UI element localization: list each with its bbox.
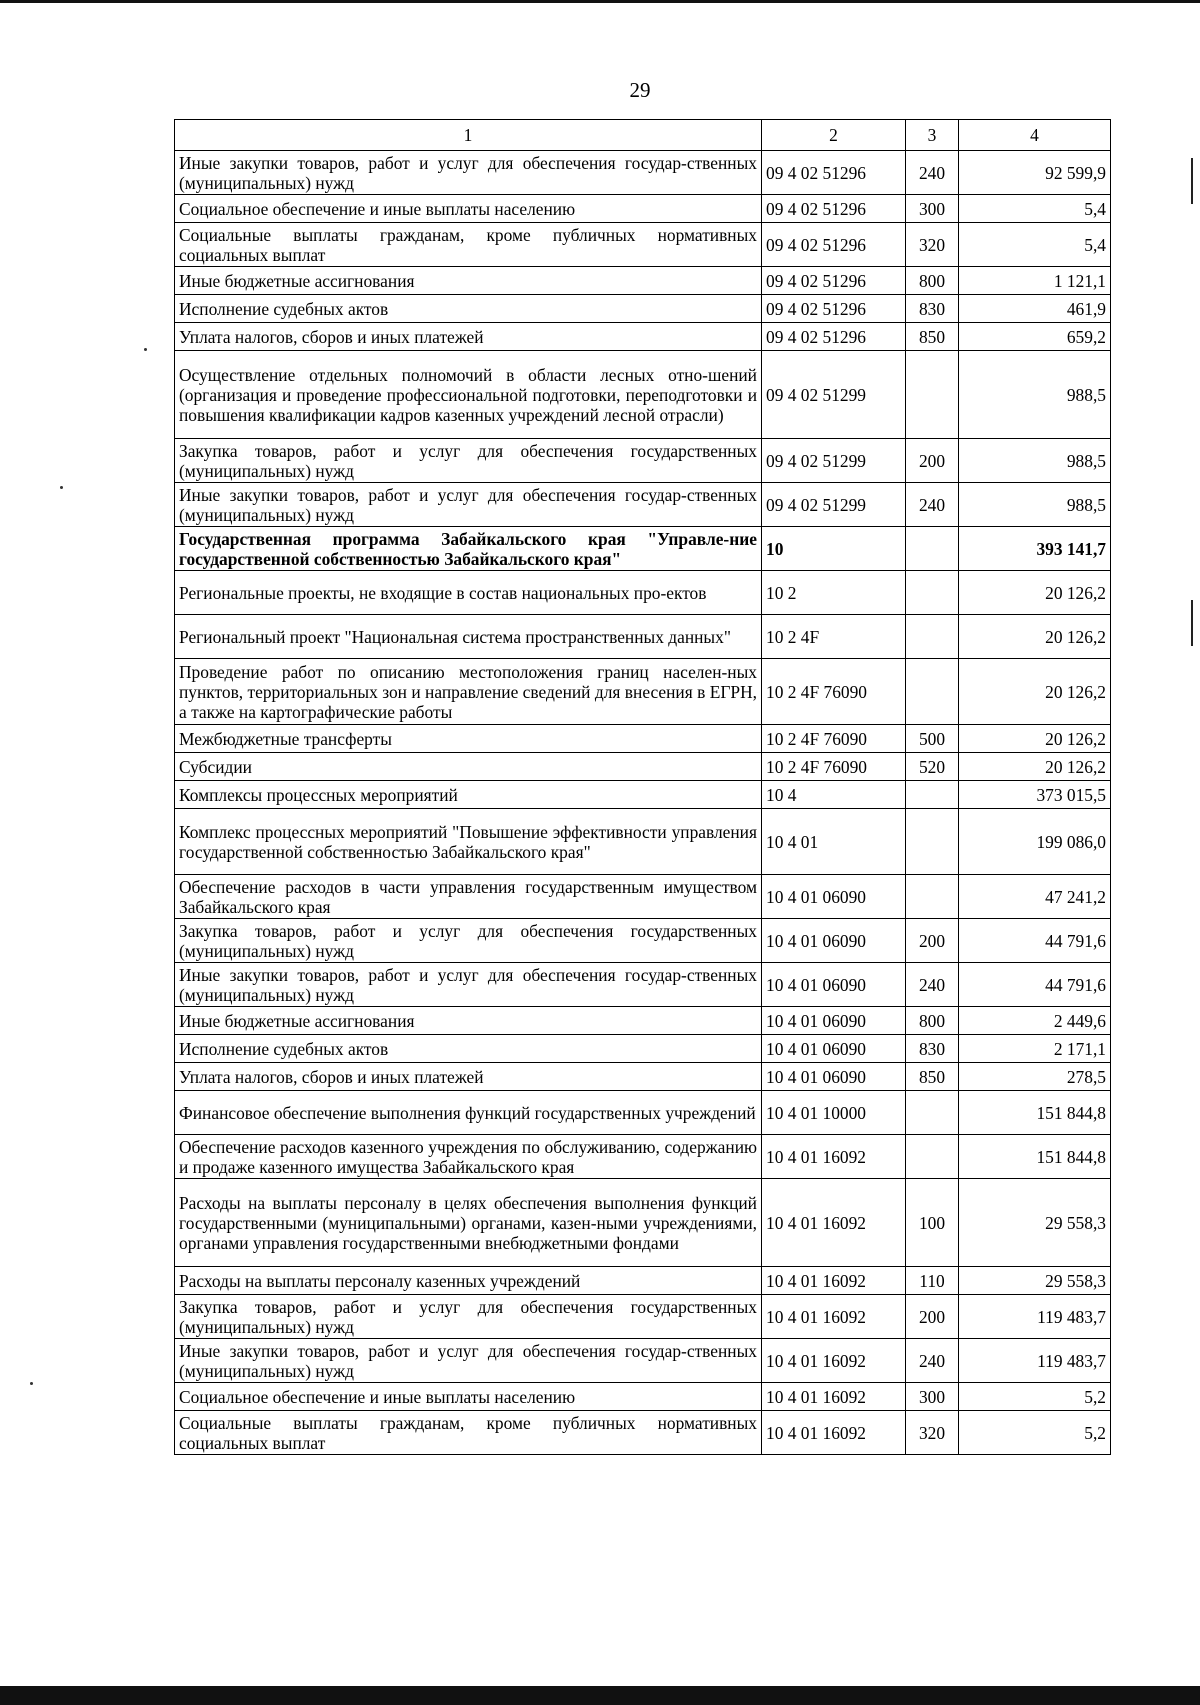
row-sum-cell: 988,5 [959,351,1111,439]
budget-table [174,119,1111,1455]
table-row [175,1091,1111,1135]
scan-speck [30,1382,33,1385]
row-code-cell: 10 4 01 16092 [762,1135,906,1179]
row-type-cell [906,351,959,439]
row-sum-cell: 20 126,2 [959,725,1111,753]
row-sum-cell: 278,5 [959,1063,1111,1091]
row-name-cell: Расходы на выплаты персоналу в целях обеспечения выполнения функций государственными (муниципальными) органами, казен-ными учреждениями, органами управления государственными внебюджетными фондами [175,1179,762,1267]
row-name-cell: Исполнение судебных актов [175,295,762,323]
row-code-cell: 09 4 02 51296 [762,267,906,295]
row-sum-cell: 5,2 [959,1383,1111,1411]
column-header-code: 2 [762,120,906,151]
row-sum-cell: 20 126,2 [959,753,1111,781]
table-row [175,809,1111,875]
row-sum-cell: 29 558,3 [959,1267,1111,1295]
row-code-cell: 10 4 01 16092 [762,1411,906,1455]
row-name-cell: Иные закупки товаров, работ и услуг для обеспечения государ-ственных (муниципальных) нужд [175,483,762,527]
table-row [175,615,1111,659]
table-row [175,875,1111,919]
table-row [175,1035,1111,1063]
row-type-cell: 200 [906,919,959,963]
row-sum-cell: 44 791,6 [959,919,1111,963]
row-name-cell: Иные бюджетные ассигнования [175,267,762,295]
row-code-cell: 10 4 01 16092 [762,1339,906,1383]
row-type-cell [906,1135,959,1179]
row-code-cell: 10 4 01 06090 [762,1035,906,1063]
row-code-cell: 10 2 [762,571,906,615]
row-name-cell: Обеспечение расходов казенного учреждения по обслуживанию, содержанию и продаже казенного имущества Забайкальского края [175,1135,762,1179]
scan-margin-mark [1191,158,1193,204]
row-name-cell: Уплата налогов, сборов и иных платежей [175,1063,762,1091]
row-name-cell: Социальное обеспечение и иные выплаты населению [175,195,762,223]
table-row [175,223,1111,267]
row-sum-cell: 20 126,2 [959,659,1111,725]
row-type-cell [906,781,959,809]
scan-top-edge [0,0,1200,3]
row-type-cell: 240 [906,963,959,1007]
row-code-cell: 09 4 02 51296 [762,295,906,323]
row-code-cell: 10 4 01 [762,809,906,875]
row-name-cell: Иные закупки товаров, работ и услуг для обеспечения государ-ственных (муниципальных) нужд [175,1339,762,1383]
row-name-cell: Иные закупки товаров, работ и услуг для обеспечения государ-ственных (муниципальных) нужд [175,963,762,1007]
row-code-cell: 10 2 4F 76090 [762,753,906,781]
scan-margin-mark [1191,600,1193,646]
row-sum-cell: 151 844,8 [959,1135,1111,1179]
table-row [175,483,1111,527]
row-name-cell: Субсидии [175,753,762,781]
row-type-cell [906,571,959,615]
row-sum-cell: 988,5 [959,439,1111,483]
row-sum-cell: 461,9 [959,295,1111,323]
row-type-cell: 200 [906,1295,959,1339]
row-sum-cell: 2 171,1 [959,1035,1111,1063]
row-sum-cell: 5,4 [959,195,1111,223]
row-name-cell: Комплекс процессных мероприятий "Повышение эффективности управления государственной собственностью Забайкальского края" [175,809,762,875]
row-name-cell: Социальные выплаты гражданам, кроме публичных нормативных социальных выплат [175,223,762,267]
row-sum-cell: 1 121,1 [959,267,1111,295]
row-code-cell: 10 [762,527,906,571]
row-type-cell: 100 [906,1179,959,1267]
table-row [175,351,1111,439]
row-name-cell: Осуществление отдельных полномочий в области лесных отно-шений (организация и проведение профессиональной подготовки, переподготовки и повышения квалификации кадров казенных учреждений лесной отрасли) [175,351,762,439]
row-sum-cell: 5,2 [959,1411,1111,1455]
row-sum-cell: 151 844,8 [959,1091,1111,1135]
table-row [175,963,1111,1007]
row-sum-cell: 373 015,5 [959,781,1111,809]
row-code-cell: 10 4 01 16092 [762,1267,906,1295]
row-sum-cell: 988,5 [959,483,1111,527]
row-sum-cell: 119 483,7 [959,1339,1111,1383]
table-row [175,439,1111,483]
row-code-cell: 10 4 01 16092 [762,1295,906,1339]
row-name-cell: Закупка товаров, работ и услуг для обеспечения государственных (муниципальных) нужд [175,919,762,963]
row-sum-cell: 199 086,0 [959,809,1111,875]
row-code-cell: 09 4 02 51296 [762,151,906,195]
row-name-cell: Финансовое обеспечение выполнения функций государственных учреждений [175,1091,762,1135]
row-code-cell: 10 4 01 06090 [762,963,906,1007]
table-row [175,1007,1111,1035]
table-row [175,1383,1111,1411]
row-type-cell: 240 [906,483,959,527]
scan-speck [144,348,147,351]
row-sum-cell: 5,4 [959,223,1111,267]
row-type-cell [906,1091,959,1135]
row-name-cell: Региональные проекты, не входящие в состав национальных про-ектов [175,571,762,615]
row-sum-cell: 47 241,2 [959,875,1111,919]
table-row [175,195,1111,223]
row-type-cell: 850 [906,323,959,351]
row-type-cell [906,527,959,571]
row-sum-cell: 119 483,7 [959,1295,1111,1339]
row-name-cell: Расходы на выплаты персоналу казенных учреждений [175,1267,762,1295]
table-row [175,527,1111,571]
row-type-cell: 520 [906,753,959,781]
row-name-cell: Закупка товаров, работ и услуг для обеспечения государственных (муниципальных) нужд [175,1295,762,1339]
page-number: 29 [629,78,651,102]
row-sum-cell: 29 558,3 [959,1179,1111,1267]
row-type-cell: 800 [906,1007,959,1035]
row-name-cell: Исполнение судебных актов [175,1035,762,1063]
row-type-cell: 110 [906,1267,959,1295]
row-type-cell: 850 [906,1063,959,1091]
table-row [175,1063,1111,1091]
row-name-cell: Иные закупки товаров, работ и услуг для обеспечения государ-ственных (муниципальных) нужд [175,151,762,195]
row-type-cell: 830 [906,1035,959,1063]
row-code-cell: 09 4 02 51299 [762,351,906,439]
row-code-cell: 10 4 01 16092 [762,1383,906,1411]
row-name-cell: Социальное обеспечение и иные выплаты населению [175,1383,762,1411]
column-header-sum: 4 [959,120,1111,151]
table-header-row [175,120,1111,151]
row-name-cell: Межбюджетные трансферты [175,725,762,753]
table-row [175,1411,1111,1455]
scan-bottom-edge [0,1686,1200,1705]
row-code-cell: 10 4 01 06090 [762,1063,906,1091]
row-code-cell: 10 4 01 16092 [762,1179,906,1267]
row-code-cell: 10 2 4F 76090 [762,659,906,725]
table-row [175,1135,1111,1179]
table-row [175,267,1111,295]
table-row [175,571,1111,615]
row-type-cell: 300 [906,1383,959,1411]
table-row [175,1339,1111,1383]
row-code-cell: 10 4 01 10000 [762,1091,906,1135]
row-code-cell: 10 4 01 06090 [762,919,906,963]
row-code-cell: 10 4 [762,781,906,809]
row-type-cell: 240 [906,151,959,195]
table-row [175,659,1111,725]
row-name-cell: Государственная программа Забайкальского края "Управле-ние государственной собственностью Забайкальского края" [175,527,762,571]
row-code-cell: 10 4 01 06090 [762,1007,906,1035]
table-row [175,1267,1111,1295]
column-header-name: 1 [175,120,762,151]
row-sum-cell: 2 449,6 [959,1007,1111,1035]
row-name-cell: Проведение работ по описанию местоположения границ населен-ных пунктов, территориальных зон и направление сведений для внесения в ЕГРН, а также на картографические работы [175,659,762,725]
row-type-cell [906,615,959,659]
row-name-cell: Социальные выплаты гражданам, кроме публичных нормативных социальных выплат [175,1411,762,1455]
row-sum-cell: 92 599,9 [959,151,1111,195]
table-row [175,781,1111,809]
row-sum-cell: 393 141,7 [959,527,1111,571]
row-name-cell: Обеспечение расходов в части управления государственным имуществом Забайкальского края [175,875,762,919]
row-type-cell: 830 [906,295,959,323]
row-sum-cell: 20 126,2 [959,571,1111,615]
row-code-cell: 09 4 02 51296 [762,195,906,223]
row-type-cell [906,659,959,725]
row-name-cell: Закупка товаров, работ и услуг для обеспечения государственных (муниципальных) нужд [175,439,762,483]
row-type-cell: 200 [906,439,959,483]
row-code-cell: 09 4 02 51299 [762,483,906,527]
row-name-cell: Уплата налогов, сборов и иных платежей [175,323,762,351]
table-row [175,323,1111,351]
row-code-cell: 09 4 02 51296 [762,323,906,351]
row-code-cell: 10 2 4F 76090 [762,725,906,753]
row-code-cell: 09 4 02 51299 [762,439,906,483]
row-name-cell: Иные бюджетные ассигнования [175,1007,762,1035]
table-row [175,151,1111,195]
table-row [175,295,1111,323]
table-row [175,753,1111,781]
row-type-cell: 800 [906,267,959,295]
row-name-cell: Региональный проект "Национальная система пространственных данных" [175,615,762,659]
table-row [175,919,1111,963]
table-body [175,151,1111,1455]
row-type-cell: 320 [906,1411,959,1455]
row-code-cell: 09 4 02 51296 [762,223,906,267]
row-code-cell: 10 2 4F [762,615,906,659]
row-sum-cell: 44 791,6 [959,963,1111,1007]
table-row [175,1179,1111,1267]
table-row [175,725,1111,753]
scan-speck [60,486,63,489]
row-type-cell: 300 [906,195,959,223]
row-type-cell [906,875,959,919]
row-code-cell: 10 4 01 06090 [762,875,906,919]
row-type-cell [906,809,959,875]
column-header-type: 3 [906,120,959,151]
row-name-cell: Комплексы процессных мероприятий [175,781,762,809]
row-type-cell: 320 [906,223,959,267]
row-sum-cell: 20 126,2 [959,615,1111,659]
row-sum-cell: 659,2 [959,323,1111,351]
row-type-cell: 240 [906,1339,959,1383]
row-type-cell: 500 [906,725,959,753]
table-row [175,1295,1111,1339]
